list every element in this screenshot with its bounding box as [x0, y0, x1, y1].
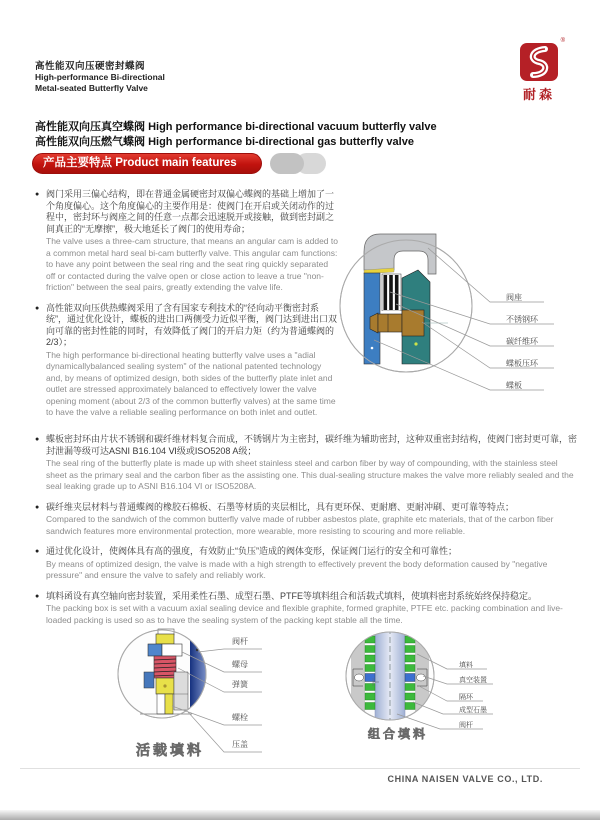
feature-5-zh: 通过优化设计，使阀体具有高的强度，有效防止“负压”造成的阀体变形，保证阀门运行的安全和可靠性；	[46, 546, 457, 556]
bullet-icon: ●	[35, 592, 40, 600]
header-title-zh: 高性能双向压硬密封蝶阀	[35, 61, 146, 72]
feature-list-top	[35, 189, 338, 428]
page-bottom-edge	[0, 810, 600, 820]
diagram-label-spring: 弹簧	[232, 680, 248, 689]
company-logo	[511, 38, 567, 103]
footer-divider	[20, 768, 580, 769]
live-loaded-packing-diagram	[100, 612, 310, 777]
section-banner: 产品主要特点 Product main features	[32, 153, 262, 174]
diagram-caption-live-loaded-packing: 活载填料	[136, 742, 204, 758]
feature-2-zh: 高性能双向压供热蝶阀采用了含有国家专利技术的“径向动平衡密封系统”，通过优化设计，蝶板的进出口两侧受力近似平衡，阀门达到进出口双向可靠的密封性能的同时，有效降低了阀门的开启力矩（约为普通蝶阀的2/3）；	[46, 302, 337, 347]
logo-brand-text: 耐森	[522, 87, 555, 102]
feature-1-zh: 阀门采用三偏心结构，即在普通金属硬密封双偏心蝶阀的基础上增加了一个角度偏心。这个角度偏心的主要作用是：使阀门在开启或关闭动作的过程中，密封环与阀座之间的任意一点都会迅速脱开或接触，做到密封副之间真正的“无摩擦”，极大地延长了阀门的使用寿命；	[46, 189, 335, 234]
bullet-icon: ●	[35, 503, 40, 511]
diagram-label-stainless-ring: 不锈钢环	[506, 315, 538, 324]
feature-6-en: The packing box is set with a vacuum axial sealing device and flexible graphite, formed graphite, PTFE etc. packing combination and live-loaded packing is used so as to have the sealing system of the packing kept stable all the time.	[46, 603, 563, 625]
feature-2-en: The high performance bi-directional heating butterfly valve uses a "adial dynamicallybalanced sealing system" of the national patented technology and, by means of optimized design, both sides of the butterfly plate inlet and outlet are stressed approximately balanced to effectively lower the valve opening moment (about 2/3 of the common butterfly valves) at the same time to have the valve a reliable sealing performance on both inlet and outlet.	[46, 349, 336, 417]
feature-4-zh: 碳纤维夹层材料与普通蝶阀的橡胶石棉板、石墨等材质的夹层相比，具有更环保、更耐磨、更耐冲刷、更可靠等特点；	[46, 501, 515, 512]
diagram-label-nut: 螺母	[232, 660, 248, 669]
diagram-label-stem: 阀杆	[232, 637, 248, 646]
registered-mark: ®	[560, 38, 565, 44]
seal-section-diagram	[330, 218, 596, 430]
feature-4-en: Compared to the sandwich of the common butterfly valve made of rubber asbestos plate, graphite etc materials, that of the carbon fiber sandwich features more environmental protection, more wearable, more resisting to scouring and more reliable.	[46, 514, 554, 536]
naisen-logo-icon	[519, 42, 559, 82]
diagram-label-vacuum-device: 真空装置	[459, 677, 487, 684]
feature-item-1	[35, 189, 338, 294]
diagram-label-plate: 蝶板	[506, 381, 522, 390]
feature-3-en: The seal ring of the butterfly plate is made up with sheet stainless steel and carbon fiber by way of compounding, with the stainless steel sheet as the primary seal and the carbon fiber as the assisting one. This dual-sealing structure makes the valve more reliably sealed and the seal leaking grade up to ASNI B16.104 VI or ISO5208A.	[46, 458, 574, 491]
bullet-icon: ●	[35, 304, 40, 312]
feature-3-zh: 蝶板密封环由片状不锈钢和碳纤维材料复合而成，不锈钢片为主密封，碳纤维为辅助密封，这种双重密封结构，使阀门密封更可靠，密封泄漏等级可达ASNI B16.104 Ⅵ级或ISO5208 A级；	[46, 434, 578, 456]
product-title-2-en: High performance bi-directional gas butterfly valve	[148, 136, 414, 148]
footer-company-name: CHINA NAISEN VALVE CO., LTD.	[387, 774, 543, 784]
bullet-icon: ●	[35, 191, 40, 198]
feature-item-5	[35, 546, 577, 582]
diagram-caption-combination-packing: 组合填料	[368, 727, 429, 741]
feature-5-en: By means of optimized design, the valve is made with a high strength to effectively prevent the body deformation caused by "negative pressure" and ensure the valve to safely and reliably work.	[46, 558, 548, 580]
feature-list-bottom	[35, 434, 577, 635]
feature-item-4	[35, 502, 577, 538]
combination-packing-diagram	[335, 612, 570, 767]
product-title-1-en: High performance bi-directional vacuum butterfly valve	[148, 121, 437, 133]
header-title-en-1: High-performance Bi-directional	[35, 72, 165, 82]
section-banner-row	[32, 153, 332, 175]
feature-item-3	[35, 434, 577, 493]
product-title-2	[35, 135, 437, 150]
page-header	[35, 58, 165, 93]
diagram-label-carbon-ring: 碳纤维环	[506, 337, 538, 346]
feature-item-2	[35, 303, 338, 419]
diagram-label-spacer-ring: 隔环	[459, 694, 473, 701]
seal-section-drawing-icon	[330, 218, 596, 430]
diagram-label-stem-2: 阀杆	[459, 722, 473, 729]
combination-packing-drawing-icon	[335, 612, 570, 767]
feature-1-en: The valve uses a three-cam structure, that means an angular cam is added to a common metal hard seal bi-cam butterfly valve. This angular cam functions: to have any point between the seal ring and the seat ring quickly separated off or contacted during the valve open or close action to leave a true "non-friction" between the seal pairs, greatly extending the valve life.	[46, 236, 338, 292]
diagram-label-gland: 压盖	[232, 740, 248, 749]
feature-6-zh: 填料函设有真空轴向密封装置，采用柔性石墨、成型石墨、PTFE等填料组合和活载式填料，使填料密封系统始终保持稳定。	[46, 590, 538, 601]
product-title-2-zh: 高性能双向压燃气蝶阀	[35, 136, 145, 148]
product-title-1	[35, 120, 437, 135]
header-title-en-2: Metal-seated Butterfly Valve	[35, 82, 148, 93]
live-loaded-packing-drawing-icon	[100, 612, 310, 777]
diagram-label-bolt: 螺栓	[232, 713, 248, 722]
product-titles	[35, 120, 437, 150]
diagram-label-formed-graphite: 成型石墨	[459, 707, 487, 714]
diagram-label-packing: 填料	[459, 662, 473, 669]
banner-deco-pill-1	[270, 153, 304, 174]
bullet-icon: ●	[35, 548, 40, 555]
diagram-label-valve-seat: 阀座	[506, 293, 522, 302]
product-title-1-zh: 高性能双向压真空蝶阀	[35, 121, 145, 133]
diagram-label-press-ring: 蝶板压环	[506, 359, 538, 368]
bullet-icon: ●	[35, 436, 40, 443]
